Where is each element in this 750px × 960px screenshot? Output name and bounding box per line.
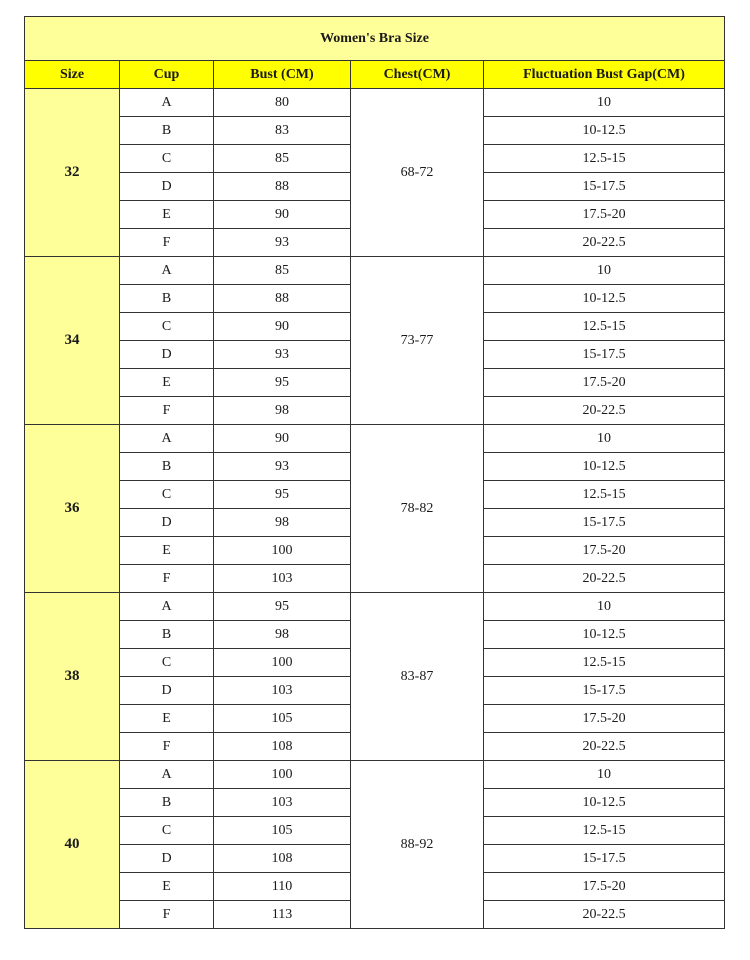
bust-cell: 98 <box>214 621 351 649</box>
cup-cell: B <box>120 789 214 817</box>
cup-cell: D <box>120 677 214 705</box>
bust-cell: 83 <box>214 117 351 145</box>
gap-cell: 12.5-15 <box>484 649 725 677</box>
gap-cell: 10 <box>484 593 725 621</box>
gap-cell: 17.5-20 <box>484 369 725 397</box>
bust-cell: 85 <box>214 145 351 173</box>
table-row <box>25 761 725 789</box>
size-cell: 36 <box>25 425 120 593</box>
cup-cell: E <box>120 873 214 901</box>
cup-cell: C <box>120 649 214 677</box>
cup-cell: D <box>120 341 214 369</box>
chest-cell: 68-72 <box>351 89 484 257</box>
bust-cell: 103 <box>214 677 351 705</box>
chest-cell: 88-92 <box>351 761 484 929</box>
gap-cell: 10-12.5 <box>484 621 725 649</box>
bust-cell: 113 <box>214 901 351 929</box>
gap-cell: 10-12.5 <box>484 789 725 817</box>
bust-cell: 98 <box>214 509 351 537</box>
bust-cell: 100 <box>214 537 351 565</box>
bust-cell: 110 <box>214 873 351 901</box>
cup-cell: E <box>120 705 214 733</box>
cup-cell: C <box>120 817 214 845</box>
cup-cell: A <box>120 593 214 621</box>
header-size: Size <box>25 61 120 89</box>
gap-cell: 10 <box>484 89 725 117</box>
cup-cell: B <box>120 453 214 481</box>
cup-cell: C <box>120 313 214 341</box>
gap-cell: 20-22.5 <box>484 733 725 761</box>
cup-cell: D <box>120 173 214 201</box>
gap-cell: 10 <box>484 425 725 453</box>
header-row <box>25 61 725 89</box>
size-cell: 34 <box>25 257 120 425</box>
cup-cell: F <box>120 901 214 929</box>
gap-cell: 15-17.5 <box>484 341 725 369</box>
bust-cell: 103 <box>214 565 351 593</box>
chest-cell: 83-87 <box>351 593 484 761</box>
bra-size-table <box>24 16 725 929</box>
table-row <box>25 257 725 285</box>
bust-cell: 98 <box>214 397 351 425</box>
cup-cell: F <box>120 229 214 257</box>
bust-cell: 88 <box>214 285 351 313</box>
gap-cell: 20-22.5 <box>484 565 725 593</box>
cup-cell: B <box>120 621 214 649</box>
gap-cell: 10-12.5 <box>484 285 725 313</box>
gap-cell: 20-22.5 <box>484 901 725 929</box>
bust-cell: 80 <box>214 89 351 117</box>
table-title: Women's Bra Size <box>25 17 725 61</box>
bust-cell: 88 <box>214 173 351 201</box>
gap-cell: 12.5-15 <box>484 313 725 341</box>
bust-cell: 93 <box>214 229 351 257</box>
cup-cell: A <box>120 89 214 117</box>
cup-cell: A <box>120 257 214 285</box>
bust-cell: 105 <box>214 705 351 733</box>
gap-cell: 20-22.5 <box>484 397 725 425</box>
bust-cell: 93 <box>214 341 351 369</box>
cup-cell: C <box>120 481 214 509</box>
bust-cell: 105 <box>214 817 351 845</box>
gap-cell: 12.5-15 <box>484 145 725 173</box>
gap-cell: 17.5-20 <box>484 201 725 229</box>
cup-cell: F <box>120 397 214 425</box>
bust-cell: 95 <box>214 593 351 621</box>
gap-cell: 17.5-20 <box>484 873 725 901</box>
bust-cell: 100 <box>214 649 351 677</box>
bust-cell: 85 <box>214 257 351 285</box>
gap-cell: 15-17.5 <box>484 677 725 705</box>
table-body <box>25 89 725 929</box>
bust-cell: 95 <box>214 369 351 397</box>
gap-cell: 17.5-20 <box>484 705 725 733</box>
size-chart <box>24 16 724 929</box>
gap-cell: 15-17.5 <box>484 509 725 537</box>
gap-cell: 12.5-15 <box>484 817 725 845</box>
cup-cell: C <box>120 145 214 173</box>
cup-cell: E <box>120 369 214 397</box>
gap-cell: 10-12.5 <box>484 453 725 481</box>
cup-cell: D <box>120 509 214 537</box>
gap-cell: 15-17.5 <box>484 845 725 873</box>
bust-cell: 108 <box>214 733 351 761</box>
size-cell: 40 <box>25 761 120 929</box>
gap-cell: 10 <box>484 257 725 285</box>
cup-cell: A <box>120 425 214 453</box>
cup-cell: B <box>120 285 214 313</box>
cup-cell: E <box>120 201 214 229</box>
bust-cell: 103 <box>214 789 351 817</box>
cup-cell: F <box>120 733 214 761</box>
bust-cell: 90 <box>214 425 351 453</box>
gap-cell: 17.5-20 <box>484 537 725 565</box>
bust-cell: 95 <box>214 481 351 509</box>
cup-cell: F <box>120 565 214 593</box>
table-row <box>25 425 725 453</box>
gap-cell: 15-17.5 <box>484 173 725 201</box>
chest-cell: 73-77 <box>351 257 484 425</box>
bust-cell: 90 <box>214 201 351 229</box>
gap-cell: 10 <box>484 761 725 789</box>
size-cell: 32 <box>25 89 120 257</box>
header-cup: Cup <box>120 61 214 89</box>
bust-cell: 108 <box>214 845 351 873</box>
bust-cell: 93 <box>214 453 351 481</box>
cup-cell: D <box>120 845 214 873</box>
table-row <box>25 89 725 117</box>
bust-cell: 90 <box>214 313 351 341</box>
table-row <box>25 593 725 621</box>
cup-cell: E <box>120 537 214 565</box>
cup-cell: B <box>120 117 214 145</box>
header-chest: Chest(CM) <box>351 61 484 89</box>
gap-cell: 10-12.5 <box>484 117 725 145</box>
chest-cell: 78-82 <box>351 425 484 593</box>
cup-cell: A <box>120 761 214 789</box>
bust-cell: 100 <box>214 761 351 789</box>
size-cell: 38 <box>25 593 120 761</box>
gap-cell: 12.5-15 <box>484 481 725 509</box>
gap-cell: 20-22.5 <box>484 229 725 257</box>
header-gap: Fluctuation Bust Gap(CM) <box>484 61 725 89</box>
header-bust: Bust (CM) <box>214 61 351 89</box>
